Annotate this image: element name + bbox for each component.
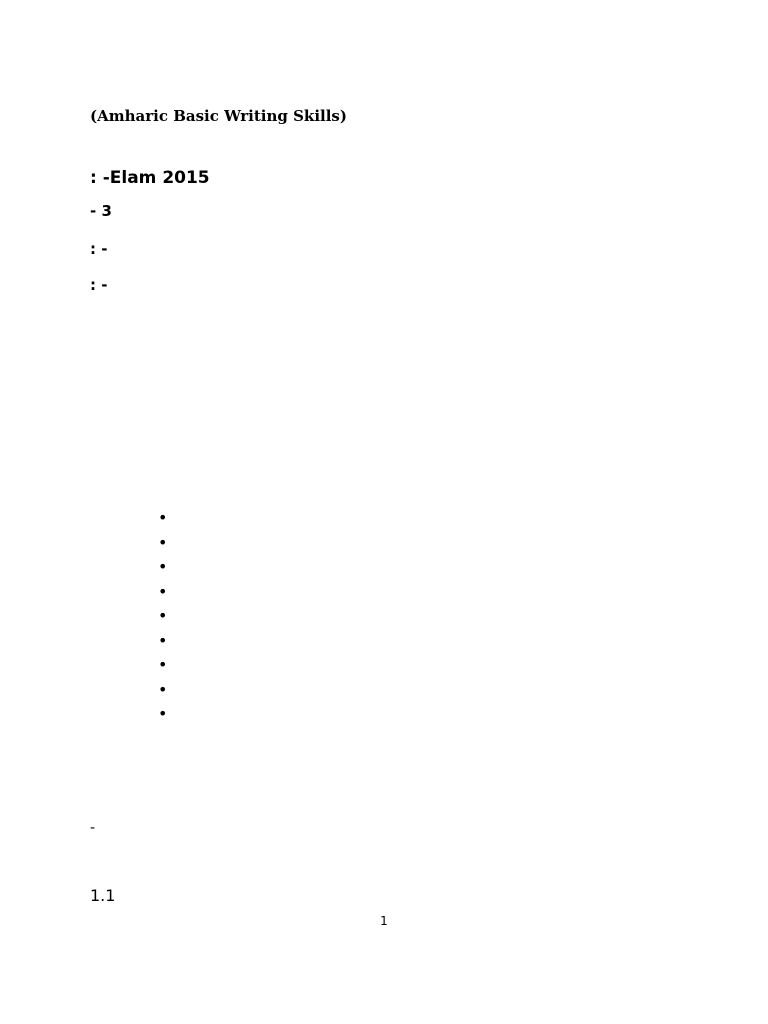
- bullet-icon: •: [158, 557, 168, 576]
- author-value: : -Elam 2015: [90, 168, 210, 188]
- objective-item: [158, 704, 182, 729]
- bullet-icon: •: [158, 679, 168, 699]
- bullet-icon: •: [158, 606, 168, 625]
- objective-item: [158, 631, 182, 656]
- subject-line: [90, 240, 107, 258]
- objective-item: [158, 655, 182, 680]
- bullet-icon: •: [158, 508, 168, 527]
- grade-value: - 3: [90, 202, 112, 220]
- author-line: [90, 168, 210, 188]
- objective-item: [158, 680, 182, 705]
- page-number: 1: [380, 914, 388, 928]
- section-heading: [90, 886, 115, 905]
- subject-value: : -: [90, 240, 108, 258]
- objectives-list: [158, 508, 182, 729]
- bullet-icon: •: [158, 655, 168, 674]
- objective-item: [158, 533, 182, 558]
- bullet-icon: •: [158, 581, 168, 601]
- language-value: : -: [90, 276, 108, 294]
- bullet-icon: •: [158, 532, 168, 552]
- bullet-icon: •: [158, 630, 168, 650]
- objective-item: [158, 557, 182, 582]
- document-title-latin: (Amharic Basic Writing Skills): [90, 107, 347, 125]
- contents-label: -: [90, 818, 96, 836]
- document-title: [90, 106, 347, 125]
- objective-item: [158, 606, 182, 631]
- section-number: 1.1: [90, 886, 116, 905]
- bullet-icon: •: [158, 704, 168, 723]
- grade-line: [90, 202, 112, 220]
- objective-item: [158, 582, 182, 607]
- language-line: [90, 276, 107, 294]
- objective-item: [158, 508, 182, 533]
